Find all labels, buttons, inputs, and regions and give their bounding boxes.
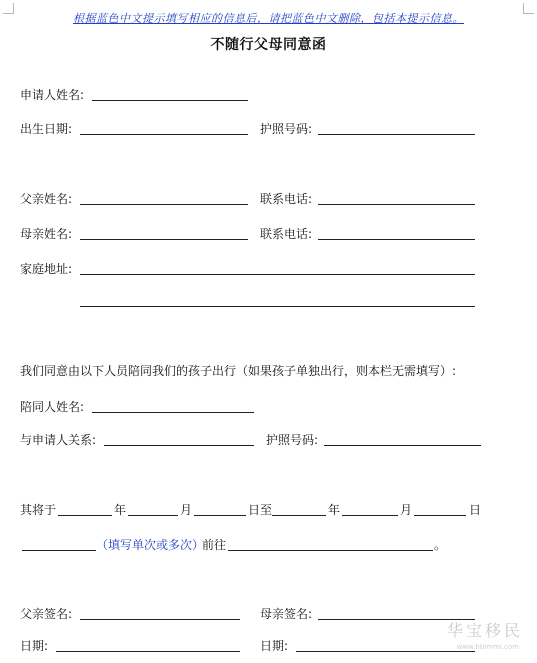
trip-destination-row	[20, 536, 520, 554]
day-label-2: 日	[469, 503, 482, 517]
father-phone-field[interactable]	[318, 204, 475, 205]
applicant-name-field[interactable]	[92, 100, 248, 101]
goto-label: 前往	[202, 538, 227, 552]
birth-passport-row	[20, 120, 520, 138]
companion-name-row	[20, 398, 520, 416]
companion-passport-field[interactable]	[324, 445, 481, 446]
start-month-field[interactable]	[128, 515, 178, 516]
end-day-field[interactable]	[414, 515, 466, 516]
home-address-label: 家庭地址:	[20, 262, 73, 276]
companion-name-label: 陪同人姓名:	[20, 400, 85, 414]
home-address-field[interactable]	[80, 274, 475, 275]
father-phone-label: 联系电话:	[260, 192, 313, 206]
travel-dates-row	[20, 501, 520, 519]
month-label-1: 月	[180, 503, 193, 517]
end-month-field[interactable]	[342, 515, 398, 516]
birth-date-label: 出生日期:	[20, 122, 73, 136]
year-label-1: 年	[114, 503, 127, 517]
passport-no-label: 护照号码:	[260, 122, 313, 136]
applicant-name-label: 申请人姓名:	[20, 88, 85, 102]
trip-type-field[interactable]	[22, 550, 96, 551]
father-row	[20, 190, 520, 208]
mother-name-label: 母亲姓名:	[20, 227, 73, 241]
mother-signature-label: 母亲签名:	[260, 607, 313, 621]
travel-prefix: 其将于	[20, 503, 57, 517]
signature-row	[20, 605, 520, 623]
date-row	[20, 637, 520, 655]
companion-relation-label: 与申请人关系:	[20, 433, 97, 447]
father-name-label: 父亲姓名:	[20, 192, 73, 206]
companion-passport-label: 护照号码:	[266, 433, 319, 447]
consent-row	[20, 362, 520, 380]
month-label-2: 月	[400, 503, 413, 517]
mother-row	[20, 225, 520, 243]
start-day-field[interactable]	[194, 515, 246, 516]
year-label-2: 年	[328, 503, 341, 517]
companion-relation-field[interactable]	[104, 445, 254, 446]
destination-field[interactable]	[228, 550, 433, 551]
start-year-field[interactable]	[58, 515, 112, 516]
watermark-logo: 华宝移民	[446, 621, 523, 640]
mother-name-field[interactable]	[80, 239, 248, 240]
watermark-url: www.hbimmi.com	[456, 643, 519, 651]
sentence-end: 。	[434, 538, 447, 552]
applicant-name-row	[20, 86, 520, 104]
mother-date-label: 日期:	[260, 639, 289, 653]
instruction-hint: 根据蓝色中文提示填写相应的信息后，请把蓝色中文删除，包括本提示信息。	[73, 12, 464, 25]
father-signature-field[interactable]	[80, 619, 240, 620]
mother-date-field[interactable]	[296, 651, 475, 652]
father-name-field[interactable]	[80, 204, 248, 205]
birth-date-field[interactable]	[80, 134, 248, 135]
document-title: 不随行父母同意函	[210, 37, 327, 53]
father-signature-label: 父亲签名:	[20, 607, 73, 621]
end-year-field[interactable]	[272, 515, 326, 516]
father-date-field[interactable]	[56, 651, 240, 652]
address-row	[20, 260, 520, 278]
day-to-label: 日至	[248, 503, 273, 517]
mother-phone-label: 联系电话:	[260, 227, 313, 241]
companion-relation-row	[20, 431, 520, 449]
passport-no-field[interactable]	[318, 134, 475, 135]
home-address-field-2[interactable]	[80, 306, 475, 307]
mother-phone-field[interactable]	[318, 239, 475, 240]
companion-name-field[interactable]	[92, 412, 254, 413]
address-row-2	[20, 292, 520, 310]
father-date-label: 日期:	[20, 639, 49, 653]
trip-type-hint: （填写单次或多次）	[96, 538, 205, 552]
consent-text: 我们同意由以下人员陪同我们的孩子出行（如果孩子单独出行，则本栏无需填写）:	[20, 364, 457, 378]
